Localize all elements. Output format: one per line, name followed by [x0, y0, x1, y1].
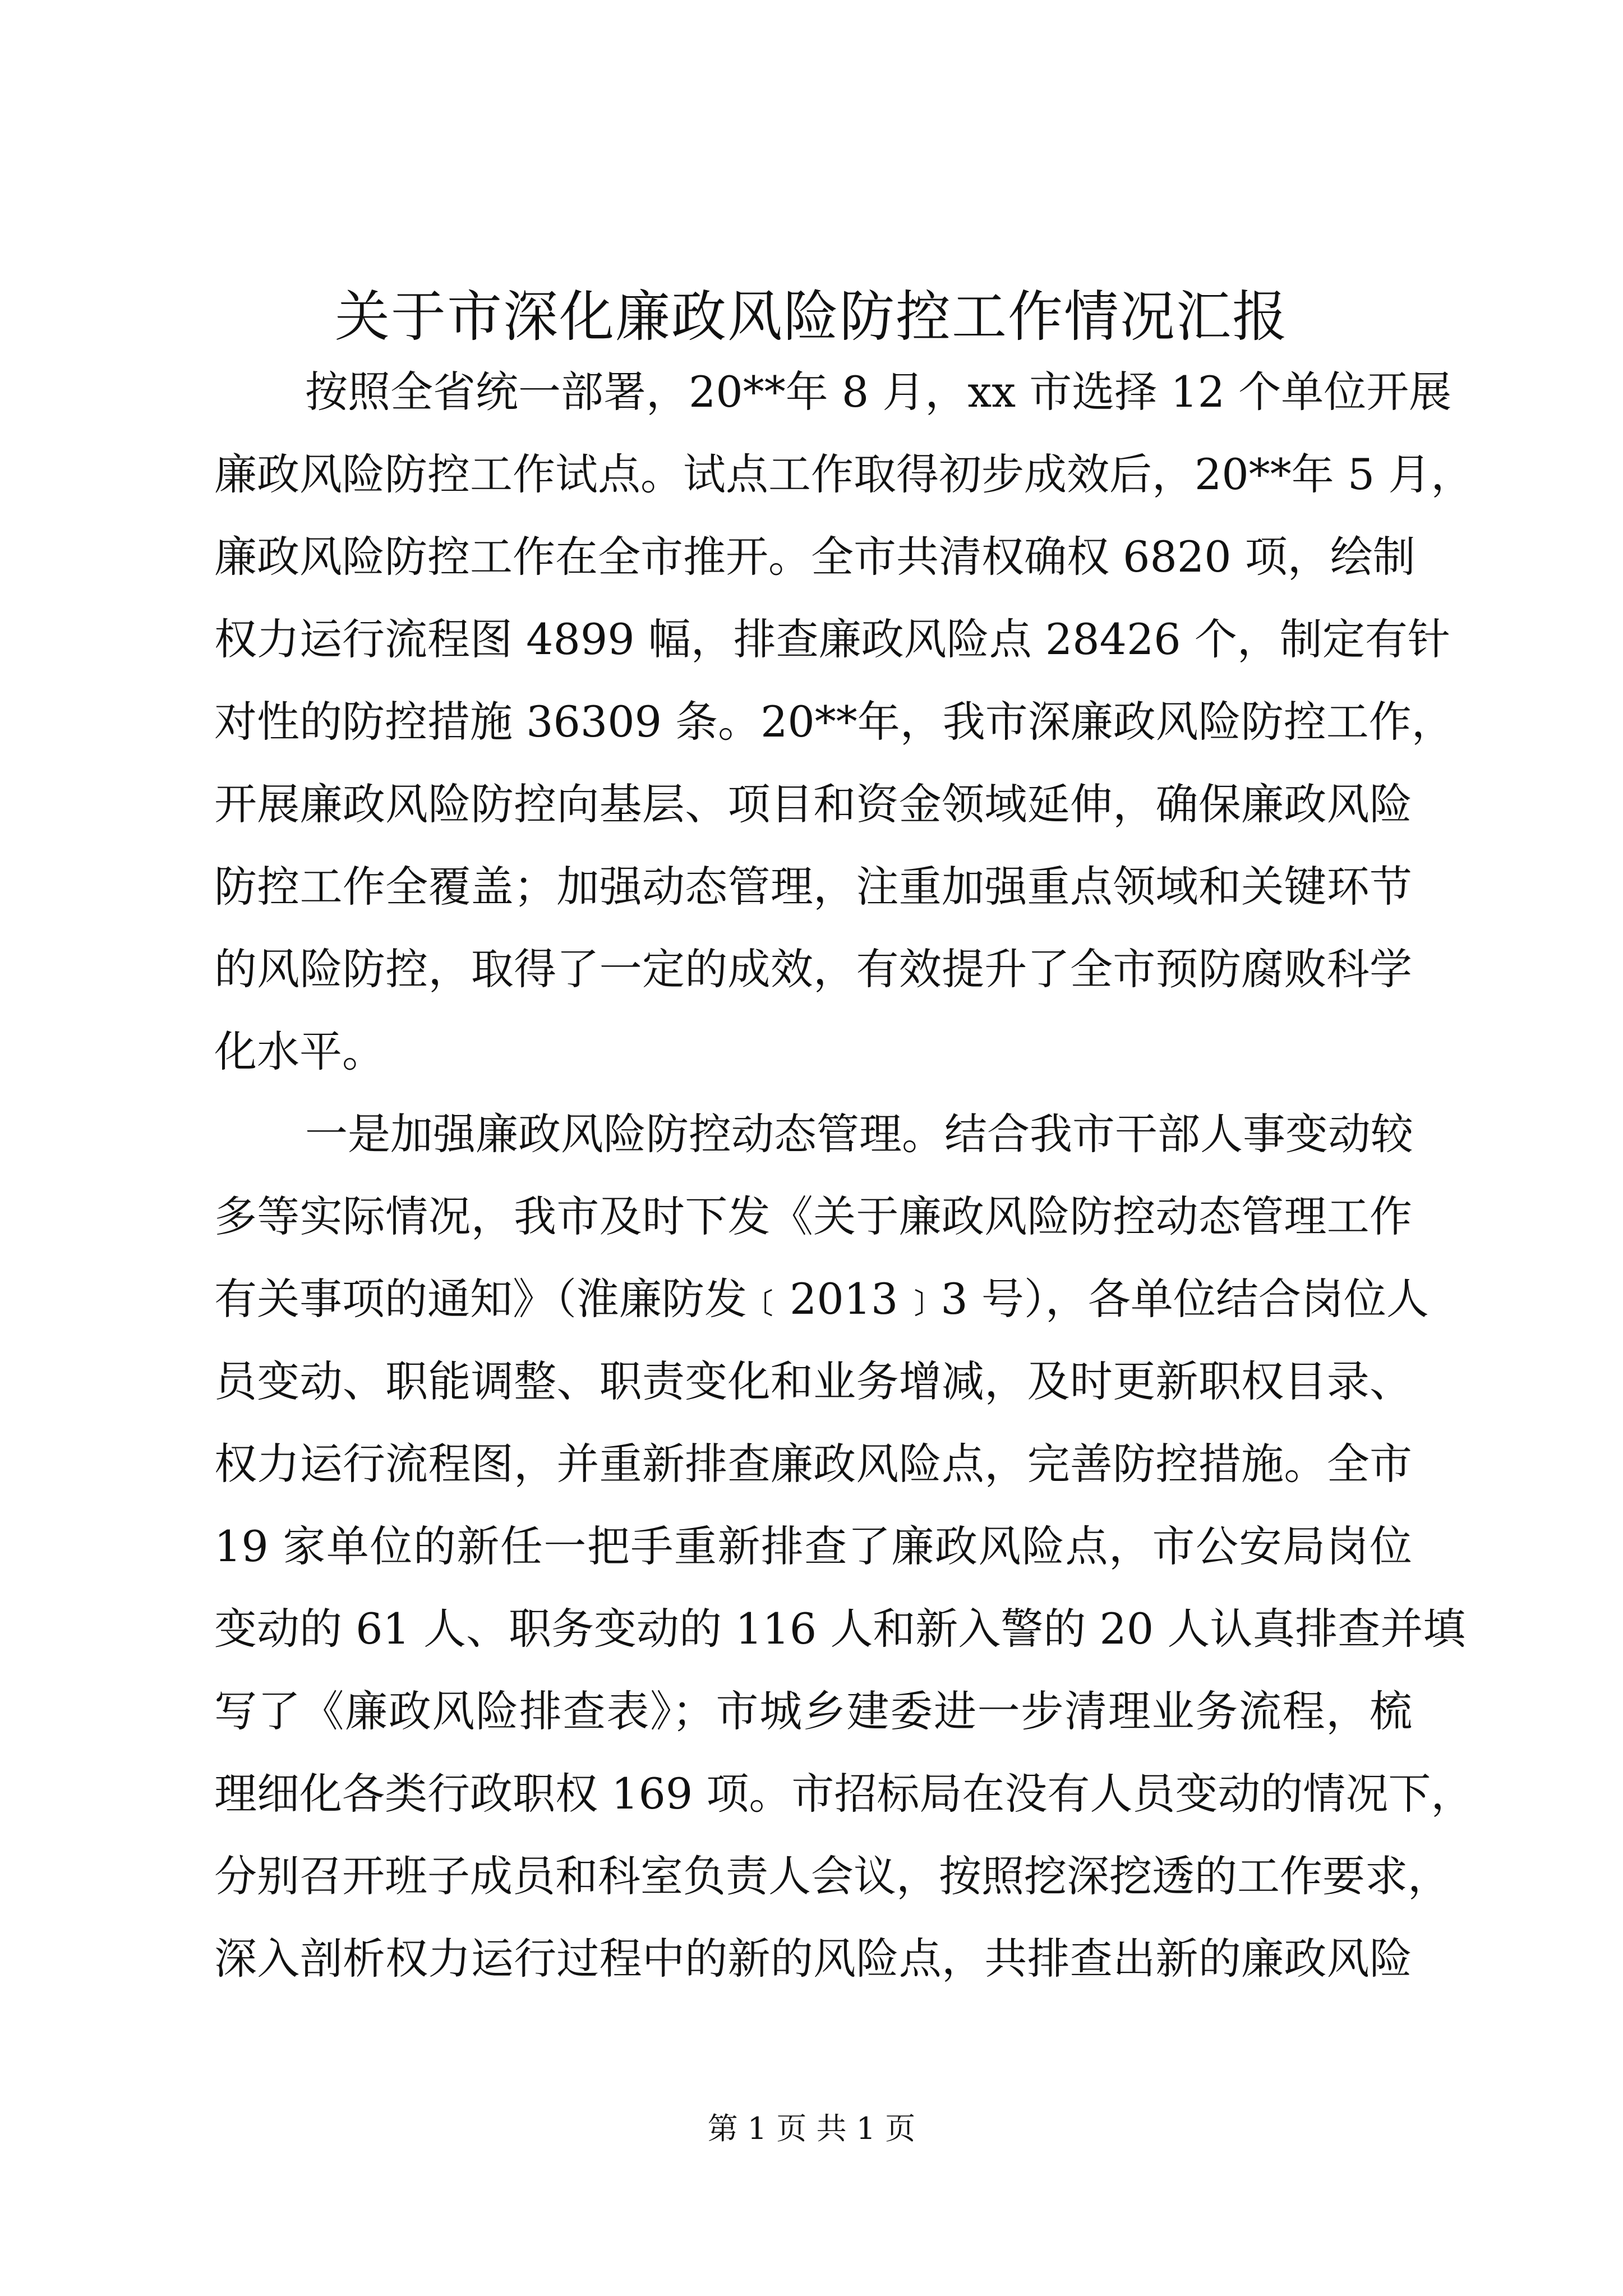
text-line: 变动的 61 人、职务变动的 116 人和新入警的 20 人认真排查并填 [214, 1604, 1466, 1654]
text-line: 按照全省统一部署，20**年 8 月，xx 市选择 12 个单位开展 [305, 367, 1452, 417]
text-line: 员变动、职能调整、职责变化和业务增减，及时更新职权目录、 [214, 1356, 1412, 1406]
text-line: 写了《廉政风险排查表》；市城乡建委进一步清理业务流程，梳 [214, 1686, 1412, 1736]
paragraph [214, 351, 1474, 1093]
text-line: 对性的防控措施 36309 条。20**年，我市深廉政风险防控工作， [214, 697, 1454, 747]
paragraph [214, 1093, 1474, 2000]
text-line: 一是加强廉政风险防控动态管理。结合我市干部人事变动较 [305, 1109, 1413, 1159]
text-line: 的风险防控，取得了一定的成效，有效提升了全市预防腐败科学 [214, 944, 1412, 994]
document-title: 关于市深化廉政风险防控工作情况汇报 [334, 285, 1288, 349]
text-line: 多等实际情况，我市及时下发《关于廉政风险防控动态管理工作 [214, 1191, 1412, 1241]
text-line: 廉政风险防控工作在全市推开。全市共清权确权 6820 项，绘制 [214, 532, 1415, 582]
document-body [214, 351, 1474, 2000]
text-line: 分别召开班子成员和科室负责人会议，按照挖深挖透的工作要求， [214, 1851, 1450, 1901]
text-line: 化水平。 [214, 1027, 385, 1076]
text-line: 19 家单位的新任一把手重新排查了廉政风险点，市公安局岗位 [214, 1521, 1412, 1571]
page-footer: 第 1 页 共 1 页 [707, 2111, 916, 2146]
text-line: 廉政风险防控工作试点。试点工作取得初步成效后，20**年 5 月， [214, 449, 1474, 499]
text-line: 深入剖析权力运行过程中的新的风险点，共排查出新的廉政风险 [214, 1934, 1412, 1984]
text-line: 防控工作全覆盖；加强动态管理，注重加强重点领域和关键环节 [214, 862, 1412, 912]
text-line: 理细化各类行政职权 169 项。市招标局在没有人员变动的情况下， [214, 1769, 1474, 1819]
text-line: 权力运行流程图 4899 幅，排查廉政风险点 28426 个，制定有针 [214, 614, 1450, 664]
text-line: 权力运行流程图，并重新排查廉政风险点，完善防控措施。全市 [214, 1439, 1412, 1489]
text-line: 开展廉政风险防控向基层、项目和资金领域延伸，确保廉政风险 [214, 779, 1412, 829]
text-line: 有关事项的通知》（淮廉防发﹝2013﹞3 号），各单位结合岗位人 [214, 1274, 1429, 1324]
